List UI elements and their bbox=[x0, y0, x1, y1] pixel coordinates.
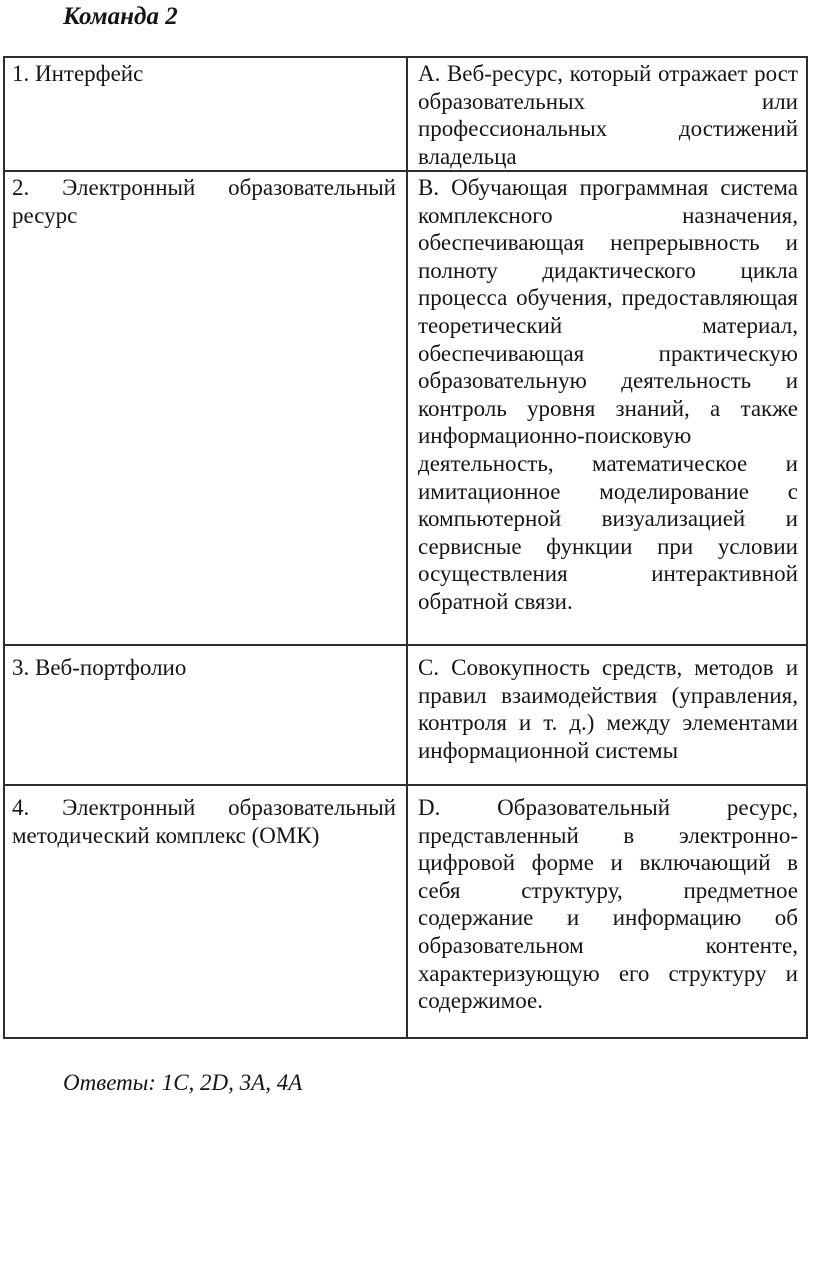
table-row bbox=[5, 170, 806, 644]
definition-cell-c: С. Совокупность средств, методов и правил взаимодействия (управления, контроля и т. д.) между элементами информационной системы bbox=[418, 655, 798, 763]
term-cell-3: 3. Веб-портфолио bbox=[5, 646, 408, 784]
term-cell-2: 2. Электронный образовательный ресурс bbox=[5, 172, 408, 644]
definition-cell-b: В. Обучающая программная система комплексного назначения, обеспечивающая непрерывность и полноту дидактического цикла процесса обучения, предоставляющая теоретический материал, обеспечивающая практическую образовательную деятельность и контроль уровня знаний, а также информационно-поисковую деятельность, математическое и имитационное моделирование с компьютерной визуализацией и сервисные функции при условии осуществления интерактивной обратной связи. bbox=[418, 175, 798, 614]
table-row bbox=[5, 784, 806, 1037]
definition-cell-d: D. Образовательный ресурс, представленный в электронно-цифровой форме и включающий в себя структуру, предметное содержание и информацию об образовательном контенте, характеризующую его структуру и содержимое. bbox=[418, 795, 798, 1014]
table-row bbox=[5, 644, 806, 784]
matching-table bbox=[3, 56, 808, 1039]
table-row bbox=[5, 58, 806, 170]
term-cell-4: 4. Электронный образовательный методический комплекс (ОМК) bbox=[5, 786, 408, 1037]
term-cell-1: 1. Интерфейс bbox=[5, 58, 408, 170]
definition-cell-a: А. Веб-ресурс, который отражает рост образовательных или профессиональных достижений владельца bbox=[418, 61, 798, 169]
answers-line: Ответы: 1C, 2D, 3A, 4A bbox=[63, 1070, 303, 1095]
document-title: Команда 2 bbox=[63, 3, 178, 30]
